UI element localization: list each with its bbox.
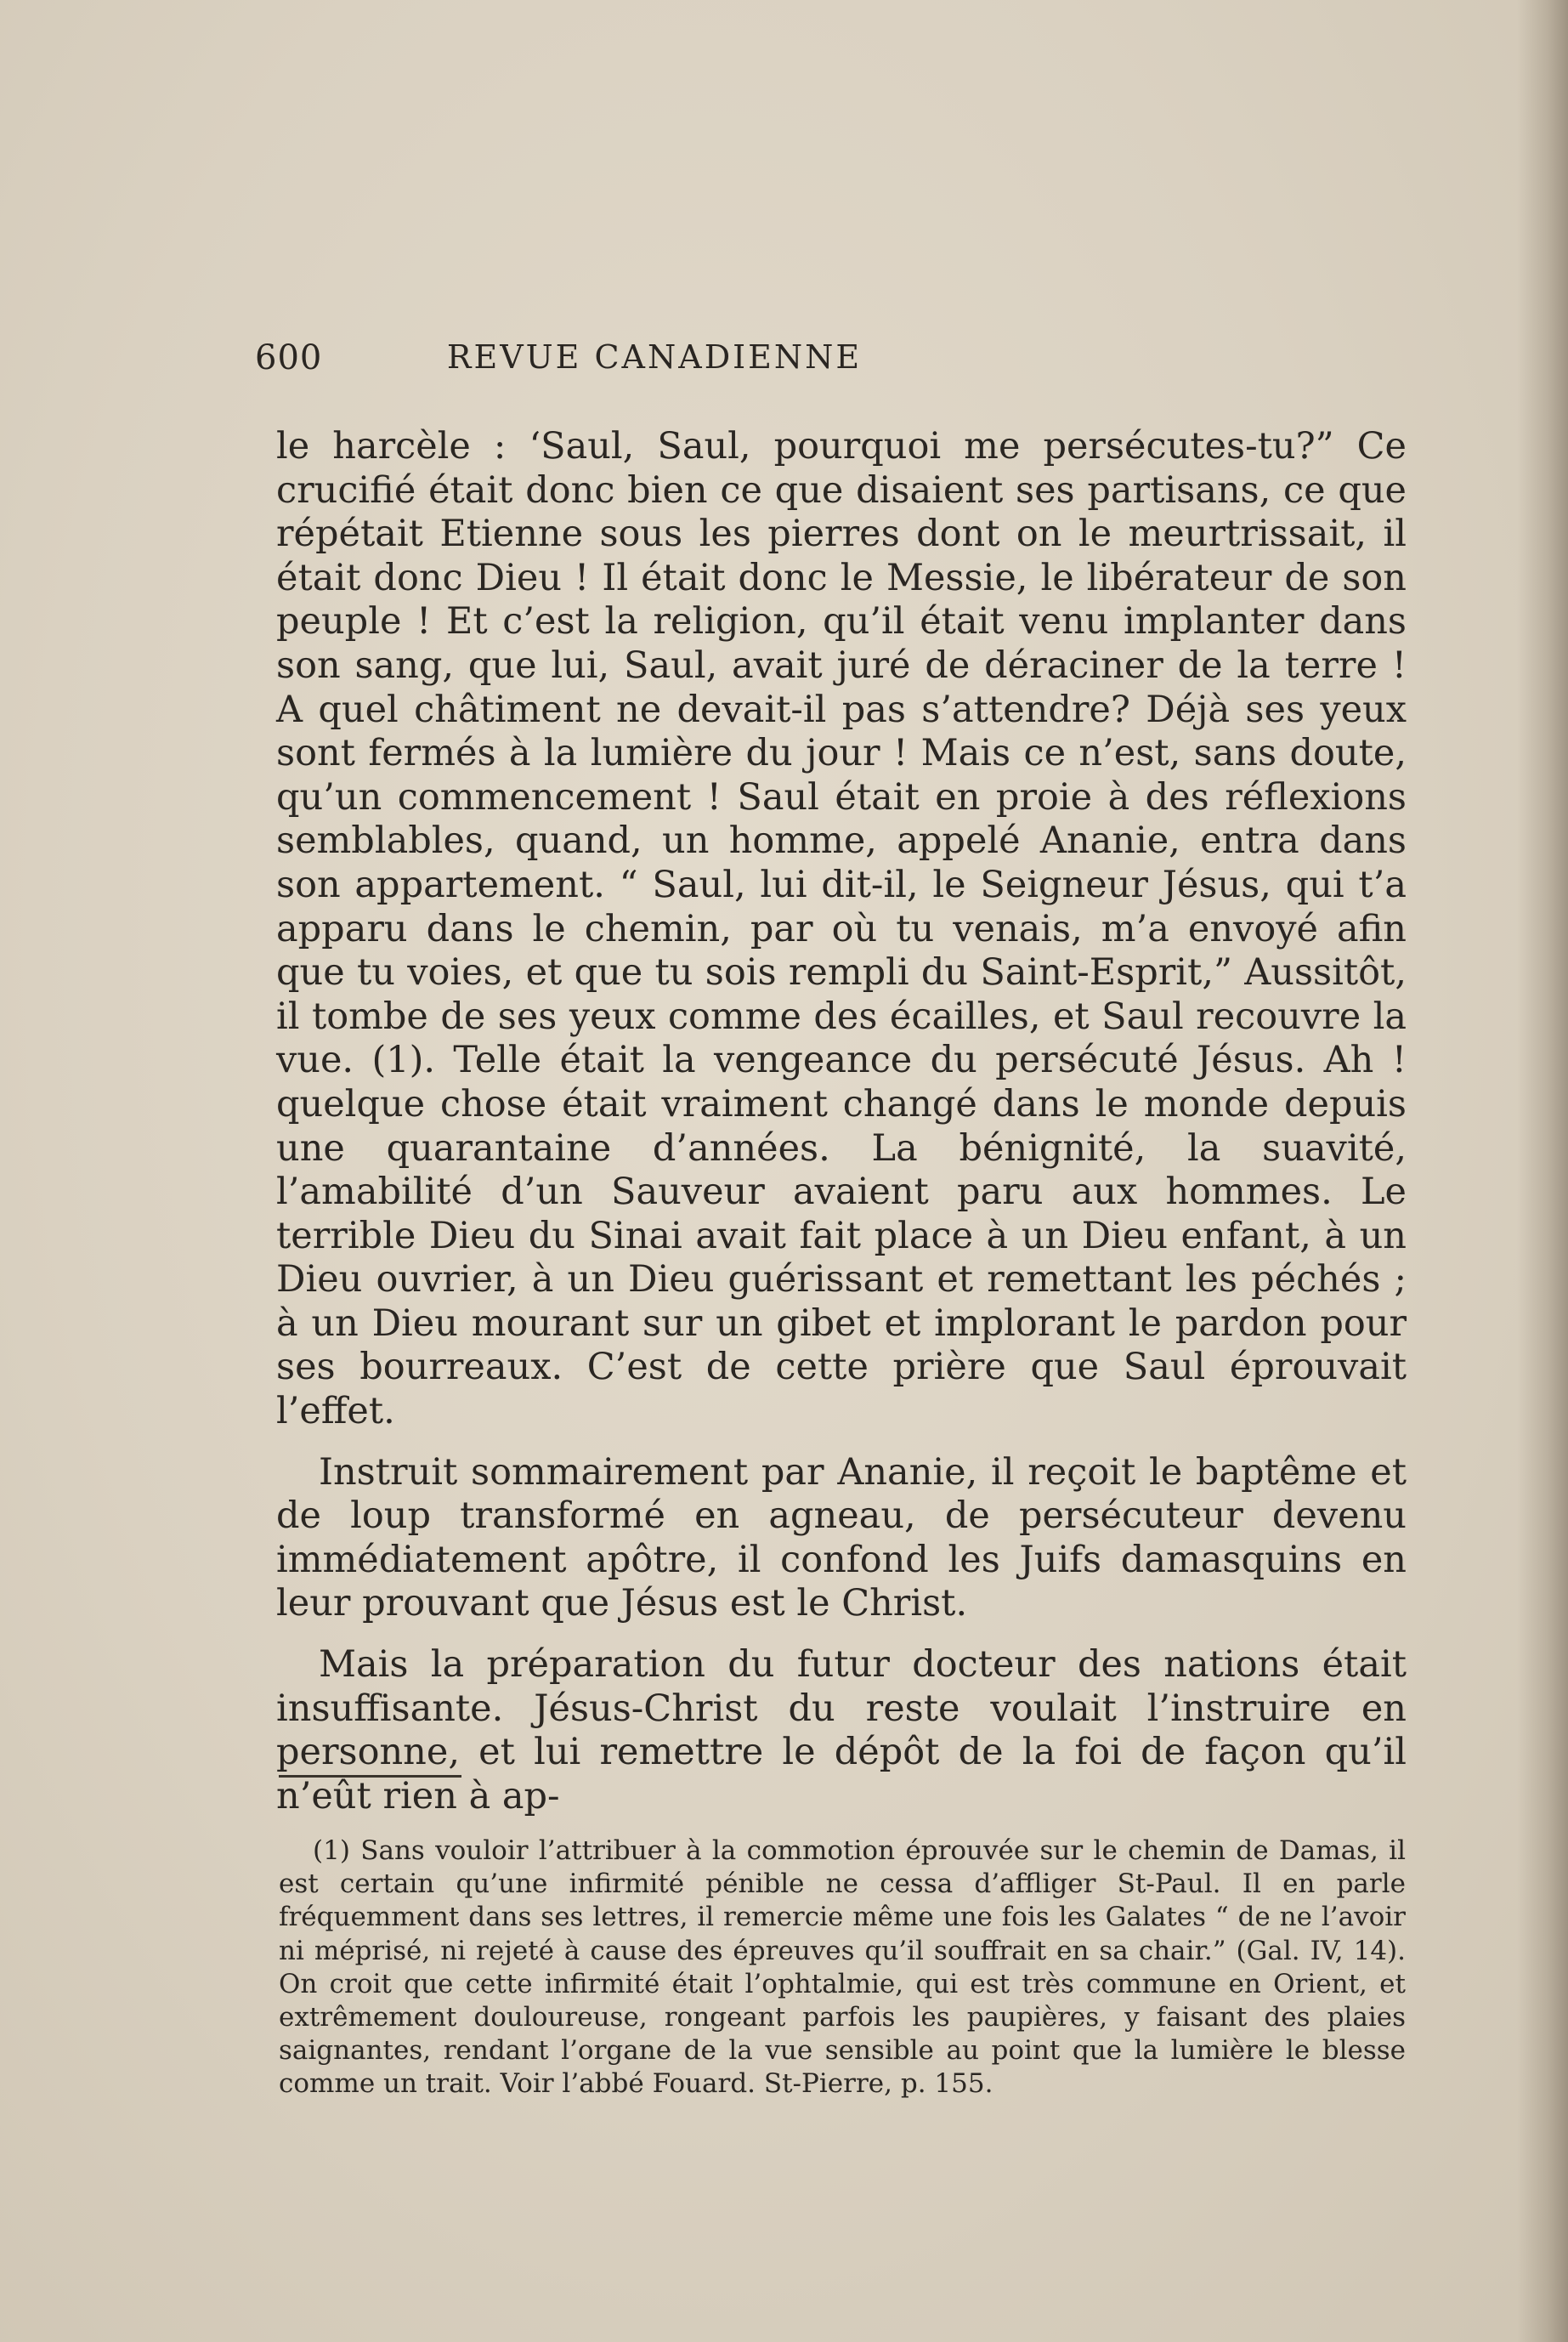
running-head <box>255 338 1419 383</box>
journal-title: REVUE CANADIENNE <box>446 338 863 376</box>
paragraph-2: Instruit sommairement par Ananie, il reçoit le baptême et de loup transformé en agneau, de persécuteur devenu immédiatement apôtre, il confond les Juifs damasquins en leur prouvant que Jésus est le Christ. <box>276 1450 1407 1625</box>
paragraph-1: le harcèle : ‘Saul, Saul, pourquoi me persécutes-tu?” Ce crucifié était donc bien ce que disaient ses partisans, ce que répétait Etienne sous les pierres dont on le meurtrissait, il était donc Dieu ! Il était donc le Messie, le libérateur de son peuple ! Et c’est la religion, qu’il était venu implanter dans son sang, que lui, Saul, avait juré de déraciner de la terre ! A quel châtiment ne devait-il pas s’attendre? Déjà ses yeux sont fermés à la lumière du jour ! Mais ce n’est, sans doute, qu’un commencement ! Saul était en proie à des réflexions semblables, quand, un homme, appelé Ananie, entra dans son appartement. “ Saul, lui dit-il, le Seigneur Jésus, qui t’a apparu dans le chemin, par où tu venais, m’a envoyé afin que tu voies, et que tu sois rempli du Saint-Esprit,” Aussitôt, il tombe de ses yeux comme des écailles, et Saul recouvre la vue. (1). Telle était la vengeance du persécuté Jésus. Ah ! quelque chose était vraiment changé dans le monde depuis une quarantaine d’années. La bénignité, la suavité, l’amabilité d’un Sauveur avaient paru aux hommes. Le terrible Dieu du Sinai avait fait place à un Dieu enfant, à un Dieu ouvrier, à un Dieu guérissant et remettant les péchés ; à un Dieu mourant sur un gibet et implorant le pardon pour ses bourreaux. C’est de cette prière que Saul éprouvait l’effet. <box>276 425 1407 1433</box>
body-text <box>276 425 1407 1818</box>
page-number: 600 <box>255 338 323 377</box>
footnote-divider <box>279 1775 461 1778</box>
footnote: (1) Sans vouloir l’attribuer à la commotion éprouvée sur le chemin de Damas, il est certain qu’une infirmité pénible ne cessa d’affliger St-Paul. Il en parle fréquemment dans ses lettres, il remercie même une fois les Galates “ de ne l’avoir ni méprisé, ni rejeté à cause des épreuves qu’il souffrait en sa chair.” (Gal. IV, 14). On croit que cette infirmité était l’ophtalmie, qui est très commune en Orient, et extrêmement douloureuse, rongeant parfois les paupières, y faisant des plaies saignantes, rendant l’organe de la vue sensible au point que la lumière le blesse comme un trait. Voir l’abbé Fouard. St-Pierre, p. 155. <box>279 1835 1406 2100</box>
paragraph-3: Mais la préparation du futur docteur des nations était insuffisante. Jésus-Christ du reste voulait l’instruire en personne, et lui remettre le dépôt de la foi de façon qu’il n’eût rien à ap- <box>276 1643 1407 1817</box>
page-edge-shadow <box>1517 0 1568 2342</box>
